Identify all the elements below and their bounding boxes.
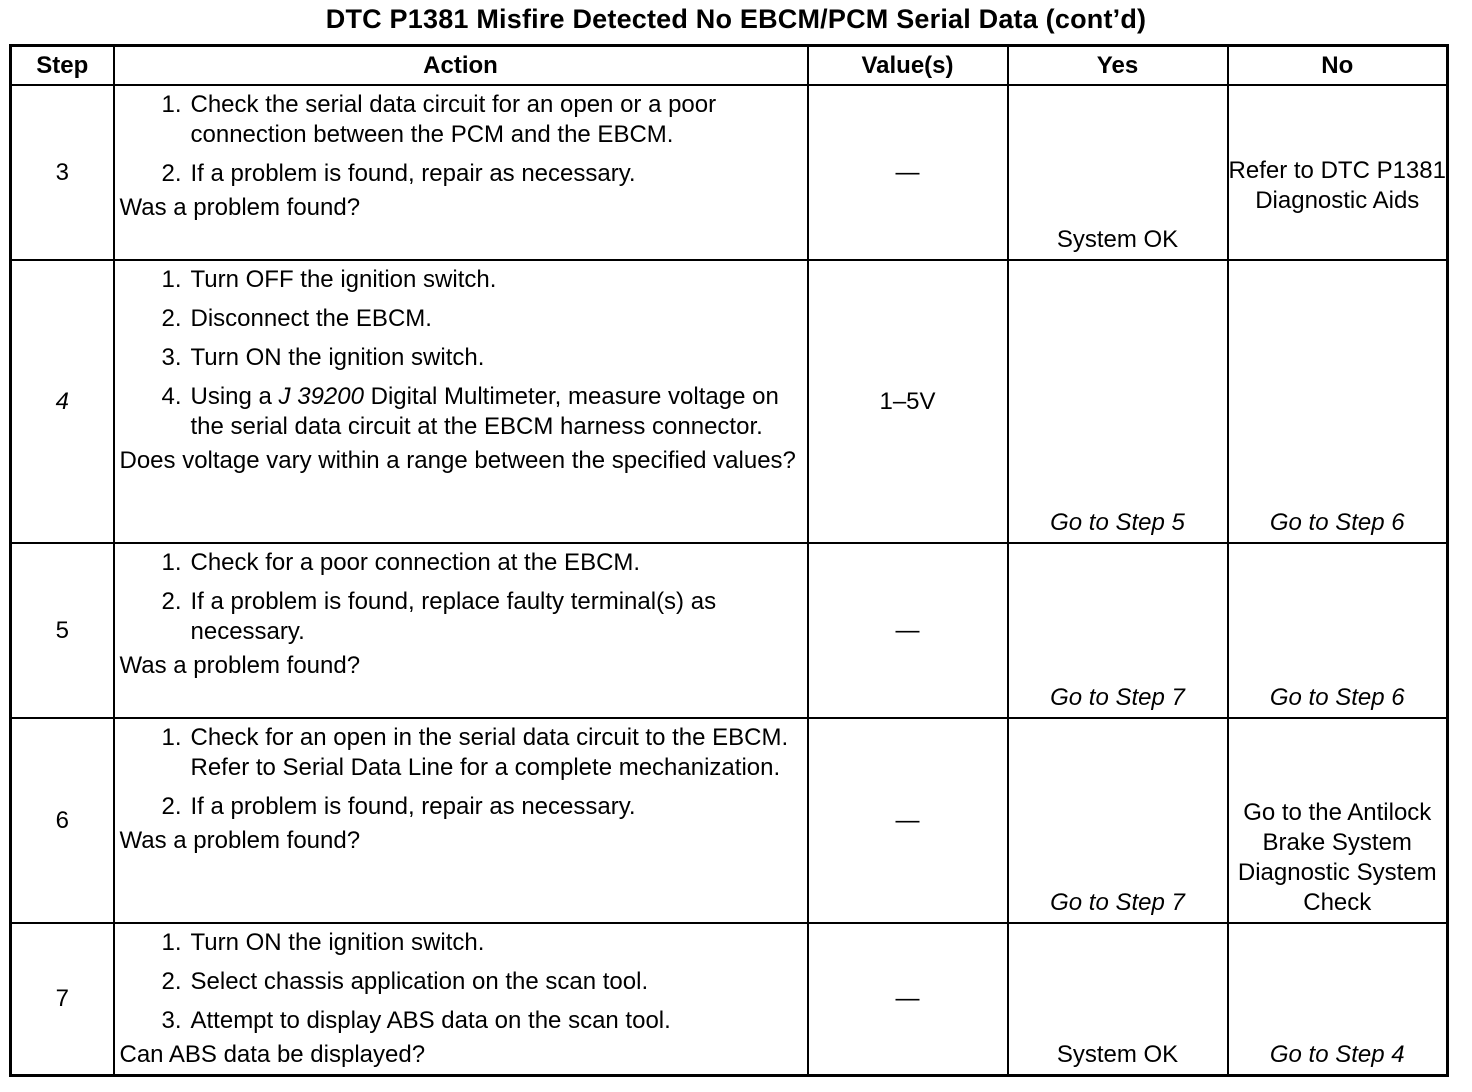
- header-step: Step: [11, 46, 114, 86]
- header-values: Value(s): [808, 46, 1008, 86]
- no-cell: Go to the Antilock Brake System Diagnostic System Check: [1228, 718, 1448, 923]
- value-cell: —: [808, 923, 1008, 1076]
- action-steps: [120, 548, 797, 647]
- step-number: 5: [11, 543, 114, 718]
- action-item: [120, 1006, 797, 1036]
- action-item: [120, 159, 797, 189]
- item-text-post: Digital Multimeter, measure voltage on the serial data circuit at the EBCM harness connector.: [190, 383, 779, 440]
- step-number: 6: [11, 718, 114, 923]
- header-yes: Yes: [1008, 46, 1228, 86]
- item-text: If a problem is found, replace faulty terminal(s) as necessary.: [190, 588, 717, 645]
- item-number: 1.: [161, 724, 182, 751]
- page-title: DTC P1381 Misfire Detected No EBCM/PCM Serial Data (cont’d): [325, 4, 1147, 34]
- item-number: 2.: [161, 968, 182, 995]
- table-row: [11, 543, 1448, 718]
- question: Was a problem found?: [119, 827, 361, 854]
- item-text: Select chassis application on the scan tool.: [190, 968, 649, 995]
- item-number: 1.: [161, 266, 182, 293]
- action-item: [120, 723, 797, 783]
- question: Can ABS data be displayed?: [119, 1041, 426, 1068]
- action-item: [120, 343, 797, 373]
- yes-cell: Go to Step 7: [1008, 543, 1228, 718]
- item-text: Check the serial data circuit for an open or a poor connection between the PCM and the EBCM.: [190, 91, 717, 148]
- item-text: Check for a poor connection at the EBCM.: [190, 549, 641, 576]
- action-item: [120, 90, 797, 150]
- yes-cell: Go to Step 5: [1008, 260, 1228, 543]
- table-row: [11, 718, 1448, 923]
- item-text: Turn ON the ignition switch.: [190, 344, 485, 371]
- action-item: [120, 304, 797, 334]
- question: Was a problem found?: [119, 194, 361, 221]
- no-cell: Go to Step 6: [1228, 260, 1448, 543]
- item-number: 1.: [161, 91, 182, 118]
- action-item: [120, 967, 797, 997]
- action-item: [120, 587, 797, 647]
- action-cell: [114, 923, 808, 1076]
- step-number: 3: [11, 85, 114, 260]
- no-cell: Refer to DTC P1381 Diagnostic Aids: [1228, 85, 1448, 260]
- action-steps: [120, 265, 797, 442]
- item-number: 3.: [161, 1007, 182, 1034]
- action-item: [120, 792, 797, 822]
- action-cell: [114, 543, 808, 718]
- action-steps: [120, 928, 797, 1036]
- item-number: 2.: [161, 305, 182, 332]
- item-number: 2.: [161, 588, 182, 615]
- action-cell: [114, 260, 808, 543]
- table-row: [11, 260, 1448, 543]
- item-text: Attempt to display ABS data on the scan tool.: [190, 1007, 671, 1034]
- header-row: [11, 46, 1448, 86]
- yes-cell: Go to Step 7: [1008, 718, 1228, 923]
- table-row: [11, 923, 1448, 1076]
- yes-cell: System OK: [1008, 923, 1228, 1076]
- header-action: Action: [114, 46, 808, 86]
- action-item: [120, 548, 797, 578]
- item-number: 2.: [161, 793, 182, 820]
- item-text: If a problem is found, repair as necessary.: [190, 793, 636, 820]
- question: Was a problem found?: [119, 652, 361, 679]
- value-cell: —: [808, 543, 1008, 718]
- no-cell: Go to Step 6: [1228, 543, 1448, 718]
- header-no: No: [1228, 46, 1448, 86]
- step-number: 7: [11, 923, 114, 1076]
- item-text: Check for an open in the serial data circuit to the EBCM. Refer to Serial Data Line for a complete mechanization.: [190, 724, 789, 781]
- value-cell: —: [808, 718, 1008, 923]
- item-text: Turn ON the ignition switch.: [190, 929, 485, 956]
- action-item: [120, 265, 797, 295]
- question: Does voltage vary within a range between the specified values?: [119, 447, 796, 474]
- action-steps: [120, 90, 797, 189]
- action-cell: [114, 718, 808, 923]
- action-item: [120, 928, 797, 958]
- item-number: 4.: [161, 383, 182, 410]
- yes-cell: System OK: [1008, 85, 1228, 260]
- value-cell: 1–5V: [808, 260, 1008, 543]
- item-text: Disconnect the EBCM.: [190, 305, 432, 332]
- item-number: 1.: [161, 549, 182, 576]
- tool-name: J 39200: [278, 383, 364, 410]
- action-item: [120, 382, 797, 442]
- action-steps: [120, 723, 797, 822]
- item-number: 2.: [161, 160, 182, 187]
- step-number: 4: [11, 260, 114, 543]
- value-cell: —: [808, 85, 1008, 260]
- item-text: If a problem is found, repair as necessary.: [190, 160, 636, 187]
- item-text-pre: Using a: [190, 383, 279, 410]
- table-row: [11, 85, 1448, 260]
- item-text: Turn OFF the ignition switch.: [190, 266, 497, 293]
- diagnostic-table: [9, 44, 1449, 1077]
- action-cell: [114, 85, 808, 260]
- item-number: 3.: [161, 344, 182, 371]
- item-number: 1.: [161, 929, 182, 956]
- no-cell: Go to Step 4: [1228, 923, 1448, 1076]
- item-text: [191, 382, 797, 442]
